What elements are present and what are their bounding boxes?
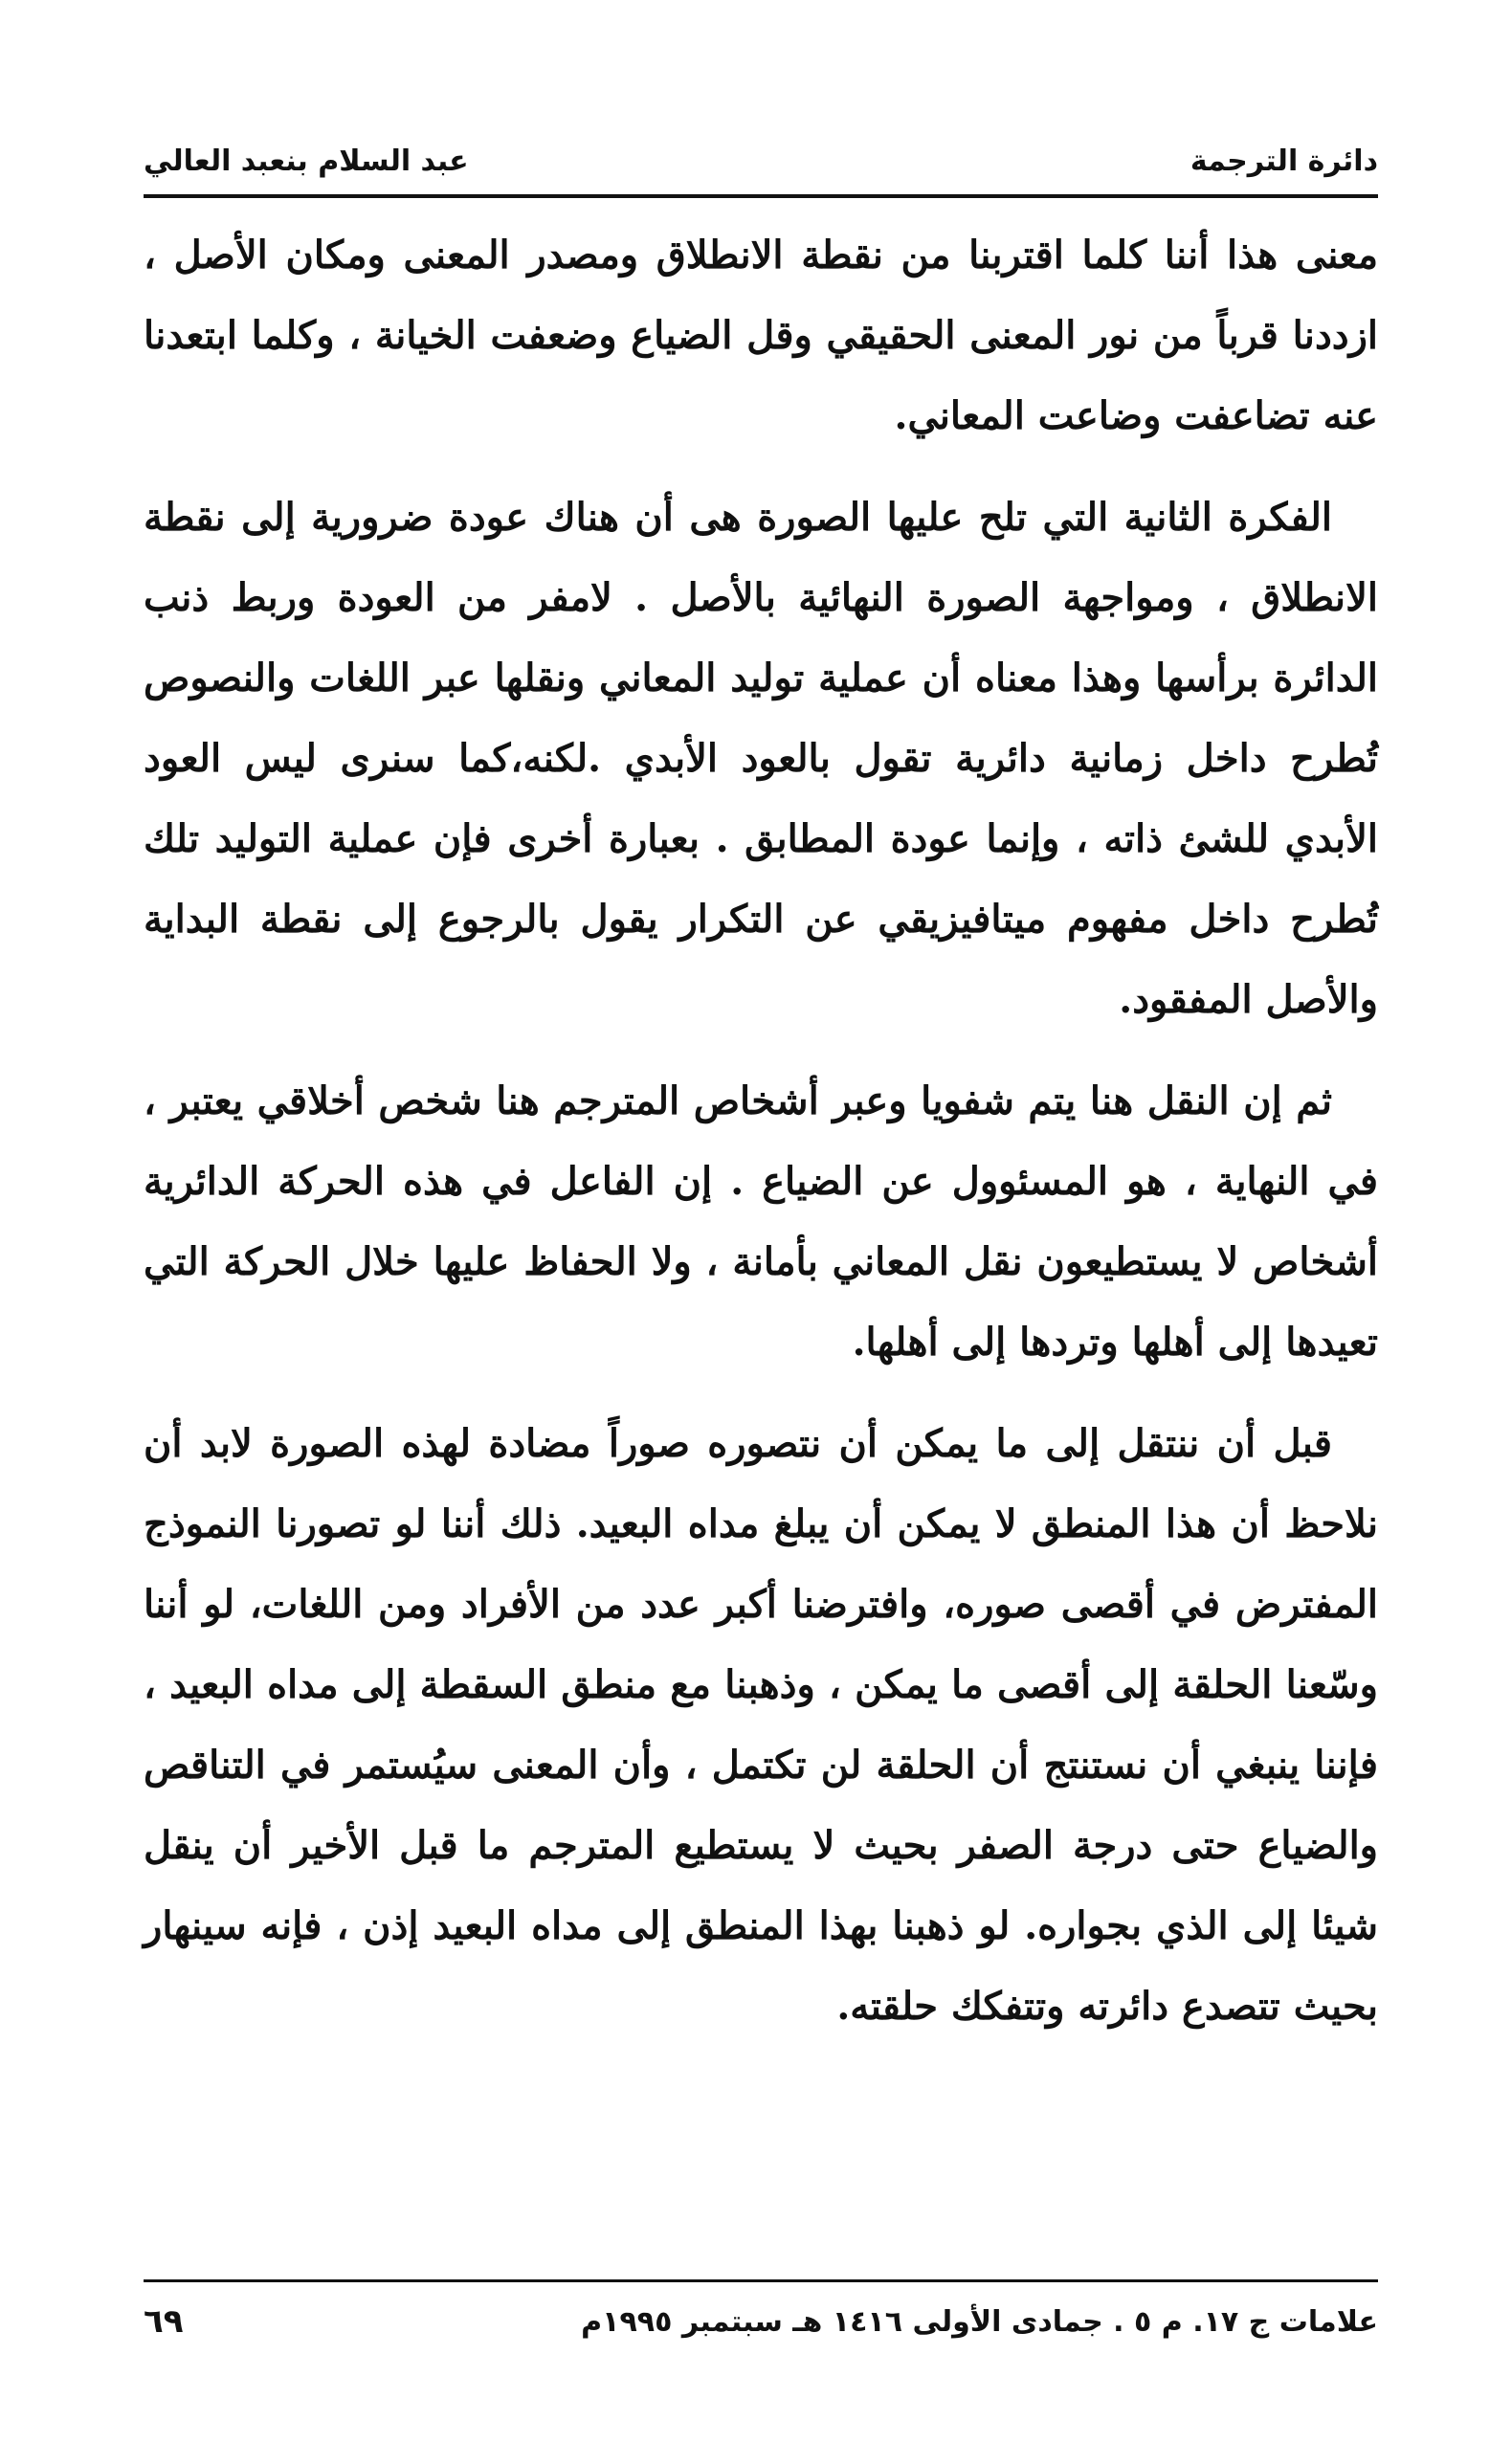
- paragraph-2: الفكرة الثانية التي تلح عليها الصورة هى أن هناك عودة ضرورية إلى نقطة الانطلاق ، ومواجهة الصورة النهائية بالأصل . لامفر من العودة وربط ذنب الدائرة برأسها وهذا معناه أن عملية توليد المعاني ونقلها عبر اللغات والنصوص تُطرح داخل زمانية دائرية تقول بالعود الأبدي .لكنه،كما سنرى ليس العود الأبدي للشئ ذاته ، وإنما عودة المطابق . بعبارة أخرى فإن عملية التوليد تلك تُطرح داخل مفهوم ميتافيزيقي عن التكرار يقول بالرجوع إلى نقطة البداية والأصل المفقود.: [144, 495, 1378, 1022]
- running-header: [144, 132, 1378, 189]
- body-text: [144, 215, 1378, 2068]
- page-number: ٦٩: [144, 2302, 184, 2341]
- author-name: عبد السلام بنعبد العالي: [144, 144, 469, 178]
- running-footer: [144, 2293, 1378, 2350]
- header-rule: [144, 194, 1378, 198]
- footer-rule: [144, 2279, 1378, 2282]
- paragraph-1: معنى هذا أننا كلما اقتربنا من نقطة الانطلاق ومصدر المعنى ومكان الأصل ، ازددنا قرباً من نور المعنى الحقيقي وقل الضياع وضعفت الخيانة ، وكلما ابتعدنا عنه تضاعفت وضاعت المعاني.: [144, 233, 1378, 438]
- section-title: دائرة الترجمة: [1190, 144, 1378, 178]
- paragraph-3: ثم إن النقل هنا يتم شفويا وعبر أشخاص المترجم هنا شخص أخلاقي يعتبر ، في النهاية ، هو المسئوول عن الضياع . إن الفاعل في هذه الحركة الدائرية أشخاص لا يستطيعون نقل المعاني بأمانة ، ولا الحفاظ عليها خلال الحركة التي تعيدها إلى أهلها وتردها إلى أهلها.: [144, 1078, 1378, 1365]
- journal-info: علامات ج ١٧. م ٥ . جمادى الأولى ١٤١٦ هـ سبتمبر ١٩٩٥م: [581, 2304, 1378, 2339]
- paragraph-4: قبل أن ننتقل إلى ما يمكن أن نتصوره صوراً مضادة لهذه الصورة لابد أن نلاحظ أن هذا المنطق لا يمكن أن يبلغ مداه البعيد. ذلك أننا لو تصورنا النموذج المفترض في أقصى صوره، وافترضنا أكبر عدد من الأفراد ومن اللغات، لو أننا وسّعنا الحلقة إلى أقصى ما يمكن ، وذهبنا مع منطق السقطة إلى مداه البعيد ، فإننا ينبغي أن نستنتج أن الحلقة لن تكتمل ، وأن المعنى سيُستمر في التناقص والضياع حتى درجة الصفر بحيث لا يستطيع المترجم ما قبل الأخير أن ينقل شيئا إلى الذي بجواره. لو ذهبنا بهذا المنطق إلى مداه البعيد إذن ، فإنه سينهار بحيث تتصدع دائرته وتتفكك حلقته.: [144, 1421, 1378, 2029]
